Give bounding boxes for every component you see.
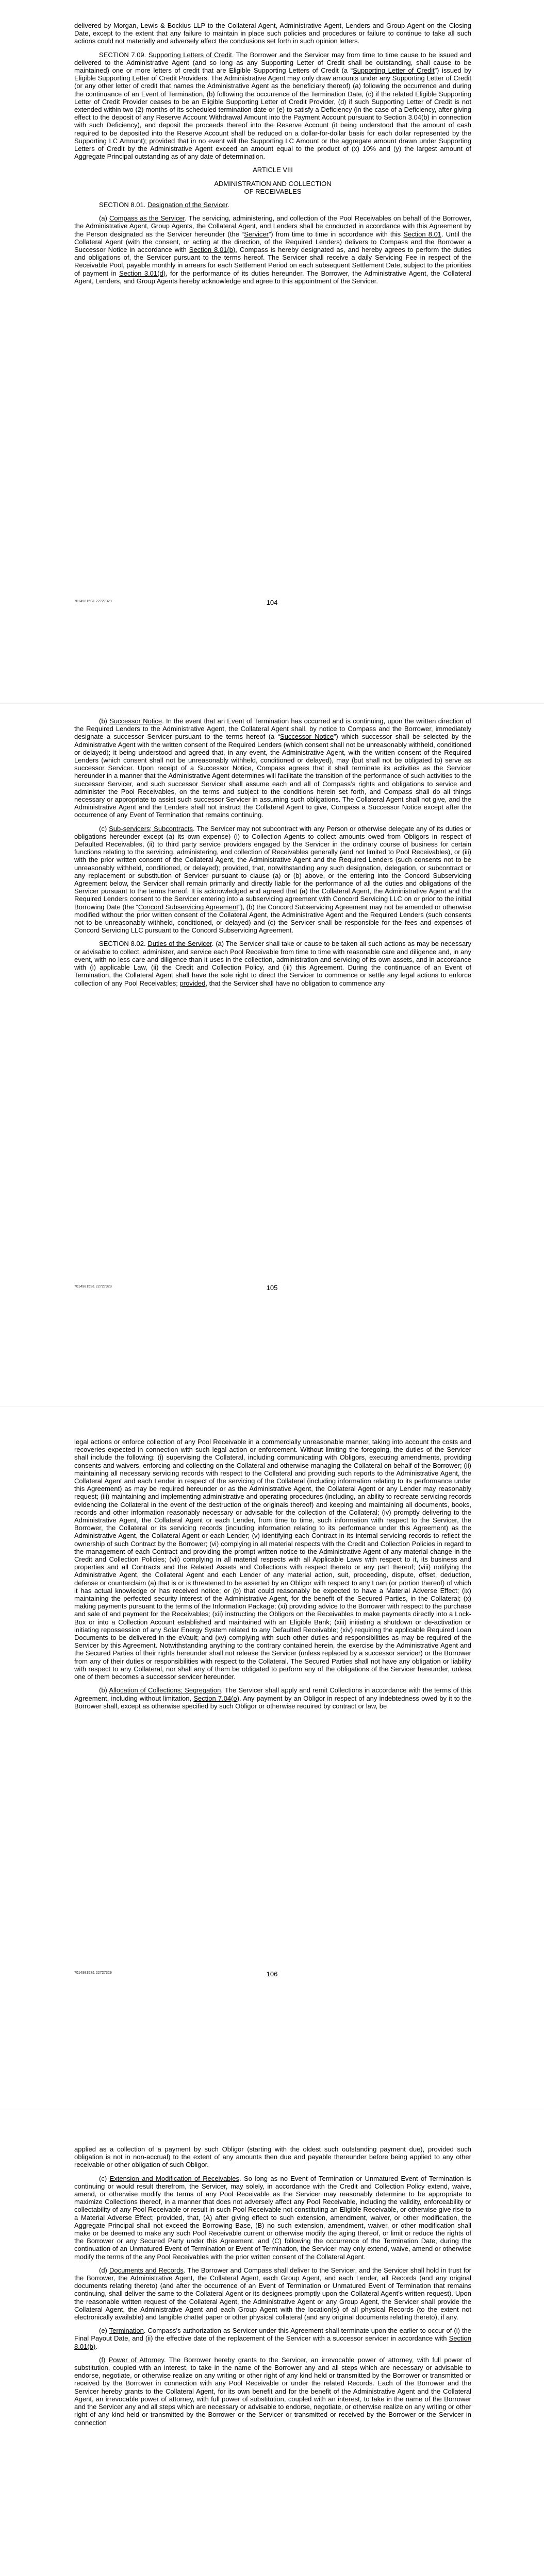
text-run: . Compass’s authorization as Servicer under this Agreement shall terminate upon the earlier to occur of (i) the Final Payout Date, and (ii) the effective date of the replacement of the Servicer with a successor servicer in accordance with: [74, 2327, 472, 2343]
page-106: [0, 1407, 544, 2110]
page-body: [74, 22, 471, 291]
text-run: (b): [99, 1686, 109, 1694]
text-run: . So long as no Event of Termination or Unmatured Event of Termination is continuing or would result therefrom, the Servicer, may solely, in accordance with the Credit and Collection Policy extend, waive, amend, or otherwise modify the terms of any Pool Receivable as the Servicer may reasonably determine to be appropriate to maximize Collections thereof, in a manner that does not adversely affect any Pool Receivable, including the validity, enforceability or collectability of any Pool Receivable or result in such Pool Receivable not constituting an Eligible Receivable, or otherwise give rise to a Material Adverse Effect; provided, that, (A) after giving effect to such extension, amendment, waiver, or other modification, the Aggregate Principal shall not exceed the Borrowing Base, (B) no such extension, amendment, waiver, or other modification shall make or be deemed to make any such Pool Receivable current or otherwise modify the aging thereof, or limit or reduce the rights of the Borrower or any Secured Party under this Agreement, and (C) following the occurrence of the Termination Date, during the continuation of an Unmatured Event of Termination or Event of Termination, the Servicer may only extend, waive, amend or otherwise modify the terms of the any Pool Receivables with the prior written consent of the Collateral Agent.: [74, 2174, 471, 2261]
page-number: 104: [266, 599, 278, 606]
text-run: (c): [99, 824, 109, 833]
underlined-term: Termination: [109, 2327, 144, 2335]
text-run: (e): [99, 2327, 109, 2335]
page-number: 105: [266, 1284, 278, 1292]
underlined-term: Allocation of Collections; Segregation: [109, 1686, 221, 1694]
paragraph: [74, 940, 471, 987]
underlined-term: provided: [179, 979, 206, 987]
underlined-term: Concord Subservicing Agreement: [138, 903, 238, 911]
document-id: 70149815S1 22727329: [74, 600, 112, 603]
text-run: SECTION 8.02.: [99, 940, 148, 948]
underlined-term: Section 8.01(b): [189, 246, 236, 254]
underlined-term: Extension and Modification of Receivables: [109, 2174, 240, 2182]
underlined-term: Supporting Letters of Credit: [148, 50, 232, 59]
text-run: SECTION 7.09.: [99, 50, 149, 59]
text-run: (c): [99, 2174, 110, 2182]
paragraph: [74, 51, 471, 161]
text-run: , for the performance of its duties hereunder. The Borrower, the Administrative Agent, the Collateral Agent, Lenders, and Group Agents hereby acknowledge and agree to this appointment of the Servicer.: [74, 269, 471, 285]
underlined-term: Section 3.01(d): [119, 269, 166, 277]
page-number: 106: [266, 1970, 278, 1978]
page-104: [0, 0, 544, 703]
text-run: , Compass is hereby designated as, and hereby agrees to perform the duties and obligations of, the Servicer pursuant to the terms hereof. The Servicer shall receive a daily Servicing Fee in respect of the Receivable Pool, payable monthly in arrears for each Settlement Period on each subsequent Settlement Date, subject to the priorities of payment in: [74, 246, 471, 277]
text-run: . The Borrower hereby grants to the Servicer, an irrevocable power of attorney, with full power of substitution, coupled with an interest, to take in the name of the Borrower any and all steps which are necessary or advisable to endorse, negotiate, or otherwise realize on any writing or other right of any kind held or transmitted by the Borrower or transmitted or received by the Borrower in connection with any Pool Receivable or under the related Records. Each of the Borrower and the Servicer hereby grants to the Collateral Agent, for its own benefit and for the benefit of the Administrative Agent and the Collateral Agent, an irrevocable power of attorney, with full power of substitution, coupled with an interest, to take in the name of the Borrower and the Servicer any and all steps which are necessary or advisable to endorse, negotiate, or otherwise realize on any writing or other right of any kind held or transmitted by the Borrower or the Servicer or transmitted or received by the Borrower or the Servicer in connection: [74, 2355, 471, 2427]
paragraph: [74, 1686, 471, 1710]
underlined-term: Supporting Letter of Credit: [353, 66, 435, 75]
text-run: ”), (b) the Concord Subservicing Agreement may not be amended or otherwise modified without the prior written consent of the Collateral Agent, the Administrative Agent and the Required Lenders (such consents not to be unreasonably withheld, conditioned, or delayed) and (c) the Servicer shall be responsible for the fees and expenses of Concord Servicing LLC pursuant to the Concord Subservicing Agreement.: [74, 903, 471, 935]
text-run: ADMINISTRATION AND COLLECTION: [214, 179, 332, 188]
underlined-term: Duties of the Servicer: [147, 940, 212, 948]
text-run: (b): [99, 717, 110, 725]
document-id: 70149815S1 22727329: [74, 1971, 112, 1975]
text-run: . The Borrower and Compass shall deliver to the Servicer, and the Servicer shall hold in trust for the Borrower, the Administrative Agent, the Collateral Agent, each Group Agent, and each Lender, all Records (and any original documents relating thereto) (and after the occurrence of an Event of Termination or Unmatured Event of Termination that remains continuing, shall deliver the same to the Collateral Agent or its designees promptly upon the Collateral Agent’s written request). Upon the reasonable written request of the Collateral Agent, the Administrative Agent or any Group Agent, the Servicer shall provide the Collateral Agent, the Administrative Agent and each Group Agent with the location(s) of all physical Records (to the extent not electronically available) and tangible chattel paper or other physical collateral (and any original documents relating thereto), if any.: [74, 2266, 471, 2321]
text-run: . Any payment by an Obligor in respect of any indebtedness owed by it to the Borrower shall, except as otherwise specified by such Obligor or otherwise required by contract or law, be: [74, 1694, 472, 1710]
paragraph: [74, 2327, 471, 2350]
text-run: ARTICLE VIII: [253, 166, 293, 174]
page-body: [74, 717, 471, 993]
page-107: [0, 2110, 544, 2576]
text-run: that in no event will the Supporting LC Amount or the aggregate amount drawn under Supporting Letters of Credit by the Administrative Agent exceed an amount equal to the product of (x) 10% and (y) the largest amount of Aggregate Principal outstanding as of any date of determination.: [74, 137, 472, 161]
text-run: (a): [99, 214, 110, 223]
underlined-term: Compass as the Servicer: [109, 214, 185, 223]
page-body: [74, 1438, 471, 1716]
text-run: . Until the Collateral Agent (with the consent, or acting at the direction, of the Required Lenders) delivers to Compass and the Borrower a Successor Notice in accordance with: [74, 230, 471, 254]
underlined-term: Designation of the Servicer: [147, 201, 228, 209]
underlined-term: Sub-servicers; Subcontracts: [109, 824, 193, 833]
text-run: ”) which successor shall be selected by the Administrative Agent with the written consent of the Required Lenders (which consent shall not be unreasonably withheld, conditioned or delayed); it being understood and agreed that, in any event, the Administrative Agent, with the written consent of the Required Lenders (which consent shall not be unreasonably withheld, conditioned or delayed), may (but shall not be obligated to) serve as successor Servicer. Upon receipt of a Successor Notice, Compass agrees that it shall terminate its activities as the Servicer hereunder in a manner that the Administrative Agent determines will facilitate the transition of the performance of such activities to the successor Servicer, and such successor Servicer shall assume each and all of Compass’s rights and obligations to service and administer the Pool Receivables, on the terms and subject to the conditions herein set forth, and Compass shall do all things necessary or appropriate to assist such successor Servicer in assuming such obligations. The Collateral Agent shall not give, and the Administrative Agent and the Lenders shall not instruct the Collateral Agent to give, Compass a Successor Notice except after the occurrence of any Event of Termination that remains continuing.: [74, 733, 471, 819]
text-run: . (a) The Servicer shall take or cause to be taken all such actions as may be necessary or advisable to collect, administer, and service each Pool Receivable from time to time with reasonable care and diligence and, in any event, with no less care and diligence than it uses in the collection, administration and servicing of its own assets, and in accordance with (i) applicable Law, (ii) the Credit and Collection Policy, and (iii) this Agreement. During the continuance of an Event of Termination, the Collateral Agent shall have the sole right to direct the Servicer to commence or settle any legal actions to enforce collection of any Pool Receivables;: [74, 940, 472, 987]
paragraph: [74, 2356, 471, 2427]
text-run: delivered by Morgan, Lewis & Bockius LLP to the Collateral Agent, Administrative Agent, Lenders and Group Agent on the Closing Date, except to the extent that any failure to maintain in place such policies and procedures or failure to continue to take all such actions could not materially and adversely affect the conclusions set forth in such opinion letters.: [74, 22, 471, 45]
paragraph: [74, 214, 471, 285]
document-id: 70149815S1 22727329: [74, 1285, 112, 1289]
text-run: OF RECEIVABLES: [244, 187, 302, 195]
paragraph: [74, 2175, 471, 2261]
underlined-term: Successor Notice: [109, 717, 162, 725]
page-105: [0, 704, 544, 1406]
text-run: legal actions or enforce collection of any Pool Receivable in a commercially unreasonable manner, taking into account the costs and recoveries expected in connection with such legal action or enforcement. Without limiting the foregoing, the duties of the Servicer shall include the following: (i) supervising the Collateral, including communicating with Obligors, executing amendments, providing consents and waivers, enforcing and collecting on the Collateral and otherwise managing the Collateral on behalf of the Borrower; (ii) maintaining all necessary servicing records with respect to the Collateral and providing such reports to the Administrative Agent, the Collateral Agent and each Lender in respect of the servicing of the Collateral (including information relating to its performance under this Agreement) as may be required hereunder or as the Administrative Agent, the Collateral Agent or any Lender may reasonably request; (iii) maintaining and implementing administrative and operating procedures (including, an ability to recreate servicing records evidencing the Collateral in the event of the destruction of the originals thereof) and keeping and maintaining all documents, books, records and other information reasonably necessary or advisable for the collection of the Collateral; (iv) promptly delivering to the Administrative Agent, the Collateral Agent or each Lender, from time to time, such information with respect to the Servicer, the Borrower, the Collateral or its servicing records (including information relating to its performance under this Agreement) as the Administrative Agent, the Collateral Agent or each Lender; (v) identifying each Contract in its internal servicing records to reflect the ownership of such Contract by the Borrower; (vi) complying in all material respects with the Credit and Collection Policies in regard to the management of each Contract and providing the prompt written notice to the Administrative Agent of any material change in the Credit and Collection Policies; (vii) complying in all material respects with all Applicable Laws with respect to it, its business and properties and all Contracts and the Related Assets and Collections with respect thereto or any part thereof; (viii) notifying the Administrative Agent, the Collateral Agent and each Lender of any material action, suit, proceeding, dispute, offset, deduction, defense or counterclaim (a) that is or is threatened to be asserted by an Obligor with respect to any Loan (or portion thereof) of which it has actual knowledge or has received notice; or (b) that could reasonably be expected to have a Material Adverse Effect; (ix) maintaining the perfected security interest of the Administrative Agent, for the benefit of the Secured Parties, in the Collateral; (x) making payments pursuant to the terms of the Information Package; (xi) providing advice to the Borrower with respect to the purchase and sale of and payment for the Receivables; (xii) instructing the Obligors on the Receivables to make payments directly into a Lock-Box or into a Collection Account established and maintained with an Eligible Bank; (xiii) initiating a shutdown or de-activation or initiating repossession of any Solar Energy System related to any Defaulted Receivable; (xiv) requiring the applicable Required Loan Documents to be delivered in the eVault; and (xv) complying with such other duties and responsibilities as may be required of the Servicer by this Agreement. Notwithstanding anything to the contrary contained herein, the exercise by the Administrative Agent and the Secured Parties of their rights hereunder shall not release the Servicer (unless replaced by a successor servicer) or the Borrower from any of their duties or responsibilities with respect to the Collateral. The Secured Parties shall not have any obligation or liability with respect to any Collateral, nor shall any of them be obligated to perform any of the obligations of the Servicer hereunder, unless one of them becomes a successor servicer hereunder.: [74, 1438, 471, 1681]
text-run: .: [227, 201, 229, 209]
paragraph: [74, 825, 471, 935]
underlined-term: Section 7.04(o): [193, 1694, 240, 1702]
text-run: (f): [99, 2355, 109, 2364]
text-run: . The servicing, administering, and collection of the Pool Receivables on behalf of the Borrower, the Administrative Agent, Group Agents, the Collateral Agent, and Lenders shall be conducted in accordance with this Agreement by the Person designated as the Servicer hereunder (the “: [74, 214, 472, 238]
text-run: (d): [99, 2266, 109, 2274]
text-run: . The Borrower and the Servicer may from time to time cause to be issued and delivered to the Administrative Agent (and so long as any Supporting Letter of Credit shall be outstanding, shall cause to be maintained) one or more letters of credit that are Eligible Supporting Letters of Credit (a “: [74, 50, 471, 75]
underlined-term: provided: [149, 137, 175, 145]
heading: [74, 166, 471, 174]
text-run: ”) issued by Eligible Supporting Letter of Credit Providers. The Administrative Agent may only draw amounts under any Supporting Letter of Credit (or any other letter of credit that names the Administrative Agent as the beneficiary thereof) (a) following the occurrence and during the continuance of an Event of Termination, (b) following the occurrence of the Termination Date, (c) if the related Eligible Supporting Letter of Credit Provider ceases to be an Eligible Supporting Letter of Credit Provider, (d) if such Supporting Letter of Credit is not extended within two (2) months of its scheduled termination date or (e) to satisfy a Deficiency (in the case of a Deficiency, after giving effect to the deposit of any Reserve Account Withdrawal Amount into the Payment Account pursuant to Section 3.04(b) in connection with such Deficiency), and deposit the proceeds thereof into the Reserve Account (it being understood that the amount of cash required to be deposited into the Reserve Account shall be reduced on a dollar-for-dollar basis for each dollar represented by the Supporting LC Amount);: [74, 66, 471, 145]
underlined-term: Successor Notice: [280, 733, 334, 741]
text-run: .: [95, 2342, 97, 2350]
paragraph: [74, 717, 471, 819]
text-run: . In the event that an Event of Termination has occurred and is continuing, upon the written direction of the Required Lenders to the Administrative Agent, the Collateral Agent shall, by notice to Compass and the Borrower, immediately designate a successor Servicer pursuant to the terms hereof (a “: [74, 717, 471, 741]
underlined-term: Section 8.01(b): [74, 2334, 471, 2350]
text-run: . The Servicer shall apply and remit Collections in accordance with the terms of this Agreement, including without limitation,: [74, 1686, 471, 1702]
text-run: , that the Servicer shall have no obligation to commence any: [205, 979, 385, 987]
underlined-term: Documents and Records: [109, 2266, 184, 2274]
underlined-term: Power of Attorney: [108, 2355, 164, 2364]
underlined-term: Servicer: [244, 230, 269, 238]
paragraph: [74, 2145, 471, 2169]
page-body: [74, 2145, 471, 2432]
paragraph: [74, 1438, 471, 1681]
underlined-term: Section 8.01: [403, 230, 442, 238]
text-run: applied as a collection of a payment by such Obligor (starting with the oldest such outstanding payment due), provided such obligation is not in non-accrual) to the extent of any amounts then due and payable thereunder before being applied to any other receivable or other obligation of such Obligor.: [74, 2145, 471, 2169]
text-run: . The Servicer may not subcontract with any Person or otherwise delegate any of its duties or obligations hereunder except (a) its own expense) (i) to Collection Agents to collect amounts owed from Obligors in respect of Defaulted Receivables, (ii) to third party service providers engaged by the Servicer in the ordinary course of business for certain functions relating to the servicing, administering, and collection of Receivables generally (and not limited to Pool Receivables), or (iii) with the prior written consent of the Collateral Agent, the Administrative Agent and the Required Lenders (such consents not to be unreasonably withheld, conditioned, or delayed); provided, that, notwithstanding any such designation, delegation, or subcontract or any replacement or substitution of Servicer pursuant to clause (a) or (b) above, or the entering into the Concord Subservicing Agreement below, the Servicer shall remain primarily and directly liable for the performance of all the duties and obligations of the Servicer pursuant to the terms hereof. It is acknowledged and agreed that (a) the Collateral Agent, the Administrative Agent and the Required Lenders consent to the Servicer entering into a subservicing agreement with Concord Servicing LLC on or prior to the initial Borrowing Date (the “: [74, 824, 471, 911]
paragraph: [74, 22, 471, 45]
text-run: ”) from time to time in accordance with this: [268, 230, 404, 238]
heading: [74, 180, 471, 195]
text-run: SECTION 8.01.: [99, 201, 147, 209]
paragraph: [74, 201, 471, 209]
paragraph: [74, 2266, 471, 2321]
